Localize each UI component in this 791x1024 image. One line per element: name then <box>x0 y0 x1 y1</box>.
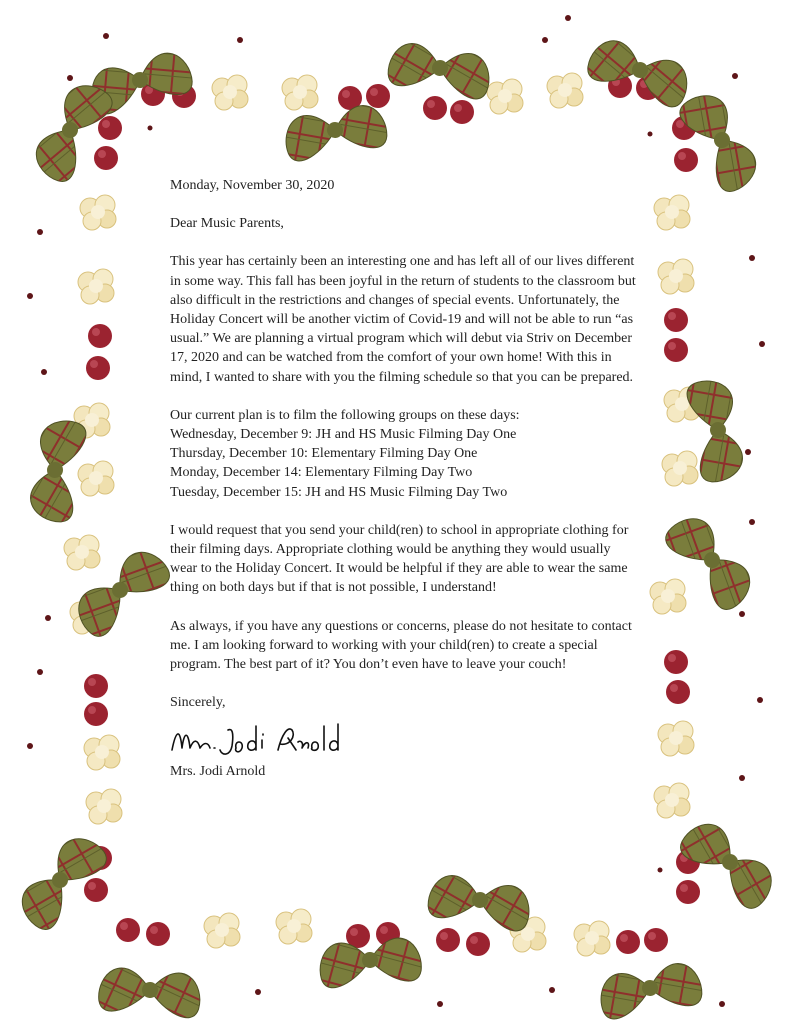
letter-paragraph-closing: As always, if you have any questions or concerns, please do not hesitate to contact me. I am looking forward to working with your child(ren) to create a special program. The best part of it? You don’t even have to leave your couch! <box>170 618 632 673</box>
letter-paragraph-clothing: I would request that you send your child(ren) to school in appropriate clothing for their filming days. Appropriate clothing would be anything they would usually wear to the Holiday Concert. It would be helpful if they are able to wear the same thing on both days but if that is not possible, I understand! <box>170 522 629 596</box>
filming-schedule <box>170 406 640 502</box>
letter-closing: Sincerely, <box>170 695 226 711</box>
letter-salutation: Dear Music Parents, <box>170 216 284 232</box>
letter-date: Monday, November 30, 2020 <box>170 178 335 193</box>
signature-icon <box>170 720 360 762</box>
schedule-item: Tuesday, December 15: JH and HS Music Filming Day Two <box>170 484 508 500</box>
schedule-item: Monday, December 14: Elementary Filming Day Two <box>170 465 473 481</box>
schedule-item: Wednesday, December 9: JH and HS Music Filming Day One <box>170 427 517 443</box>
handwritten-signature <box>170 720 640 762</box>
letter-body <box>170 176 640 782</box>
right-garland <box>650 116 700 904</box>
schedule-intro: Our current plan is to film the following groups on these days: <box>170 407 520 423</box>
letter-paragraph-intro: This year has certainly been an interesting one and has left all of our lives different in some way. This fall has been joyful in the return of students to the classroom but also difficult in the restrictions and changes of special events. Unfortunately, the Holiday Concert will be another victim of Covid-19 and will not be able to run “as usual.” We are planning a virtual program which will debut via Striv on December 17, 2020 and can be watched from the comfort of your own home! With this in mind, I wanted to share with you the filming schedule so that you can be prepared. <box>170 254 636 385</box>
schedule-item: Thursday, December 10: Elementary Filming Day One <box>170 446 478 462</box>
signer-name: Mrs. Jodi Arnold <box>170 764 266 780</box>
